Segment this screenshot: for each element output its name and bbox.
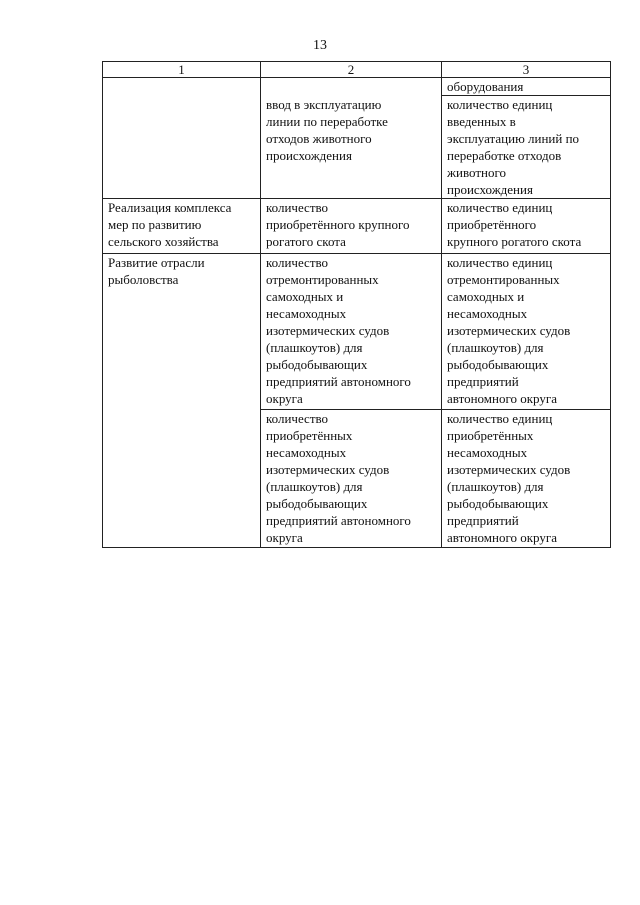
header-row	[103, 62, 611, 78]
table-cell	[261, 410, 442, 548]
cell-text: количество единиц приобретённых несамоходных изотермических судов (плашкоутов) для рыбодобывающих предприятий автономного округа	[447, 411, 571, 545]
cell-text: Реализация комплекса мер по развитию сельского хозяйства	[108, 200, 232, 249]
header-col-3: 3	[442, 62, 611, 78]
indicators-table	[102, 61, 611, 548]
table-cell	[261, 199, 442, 254]
table-cell	[442, 199, 611, 254]
table-cell	[103, 199, 261, 254]
table-cell	[261, 254, 442, 410]
table-cell	[103, 254, 261, 410]
cell-text: количество единиц приобретённого крупного рогатого скота	[447, 200, 582, 249]
header-col-1: 1	[103, 62, 261, 78]
table-row	[103, 410, 611, 548]
table-cell	[103, 96, 261, 199]
table-cell	[103, 78, 261, 96]
table-row	[103, 199, 611, 254]
page-number: 13	[313, 38, 327, 53]
table-row	[103, 96, 611, 199]
table-cell	[442, 96, 611, 199]
table-cell	[442, 254, 611, 410]
table-cell	[261, 96, 442, 199]
cell-text: количество единиц отремонтированных самоходных и несамоходных изотермических судов (плашкоутов) для рыбодобывающих предприятий автономного округа	[447, 255, 571, 406]
cell-text: количество отремонтированных самоходных и несамоходных изотермических судов (плашкоутов) для рыбодобывающих предприятий автономного округа	[266, 255, 411, 406]
table-cell	[103, 410, 261, 548]
cell-text: количество приобретённого крупного рогатого скота	[266, 200, 410, 249]
cell-text: количество приобретённых несамоходных изотермических судов (плашкоутов) для рыбодобывающих предприятий автономного округа	[266, 411, 411, 545]
cell-text: ввод в эксплуатацию линии по переработке отходов животного происхождения	[266, 96, 388, 163]
table-row	[103, 254, 611, 410]
table-cell	[261, 78, 442, 96]
table-row	[103, 78, 611, 96]
cell-text: количество единиц введенных в эксплуатацию линий по переработке отходов животного происхождения	[447, 97, 580, 197]
cell-text: оборудования	[447, 79, 524, 94]
table-cell	[442, 410, 611, 548]
cell-text: Развитие отрасли рыболовства	[108, 255, 205, 287]
table-cell	[442, 78, 611, 96]
header-col-2: 2	[261, 62, 442, 78]
